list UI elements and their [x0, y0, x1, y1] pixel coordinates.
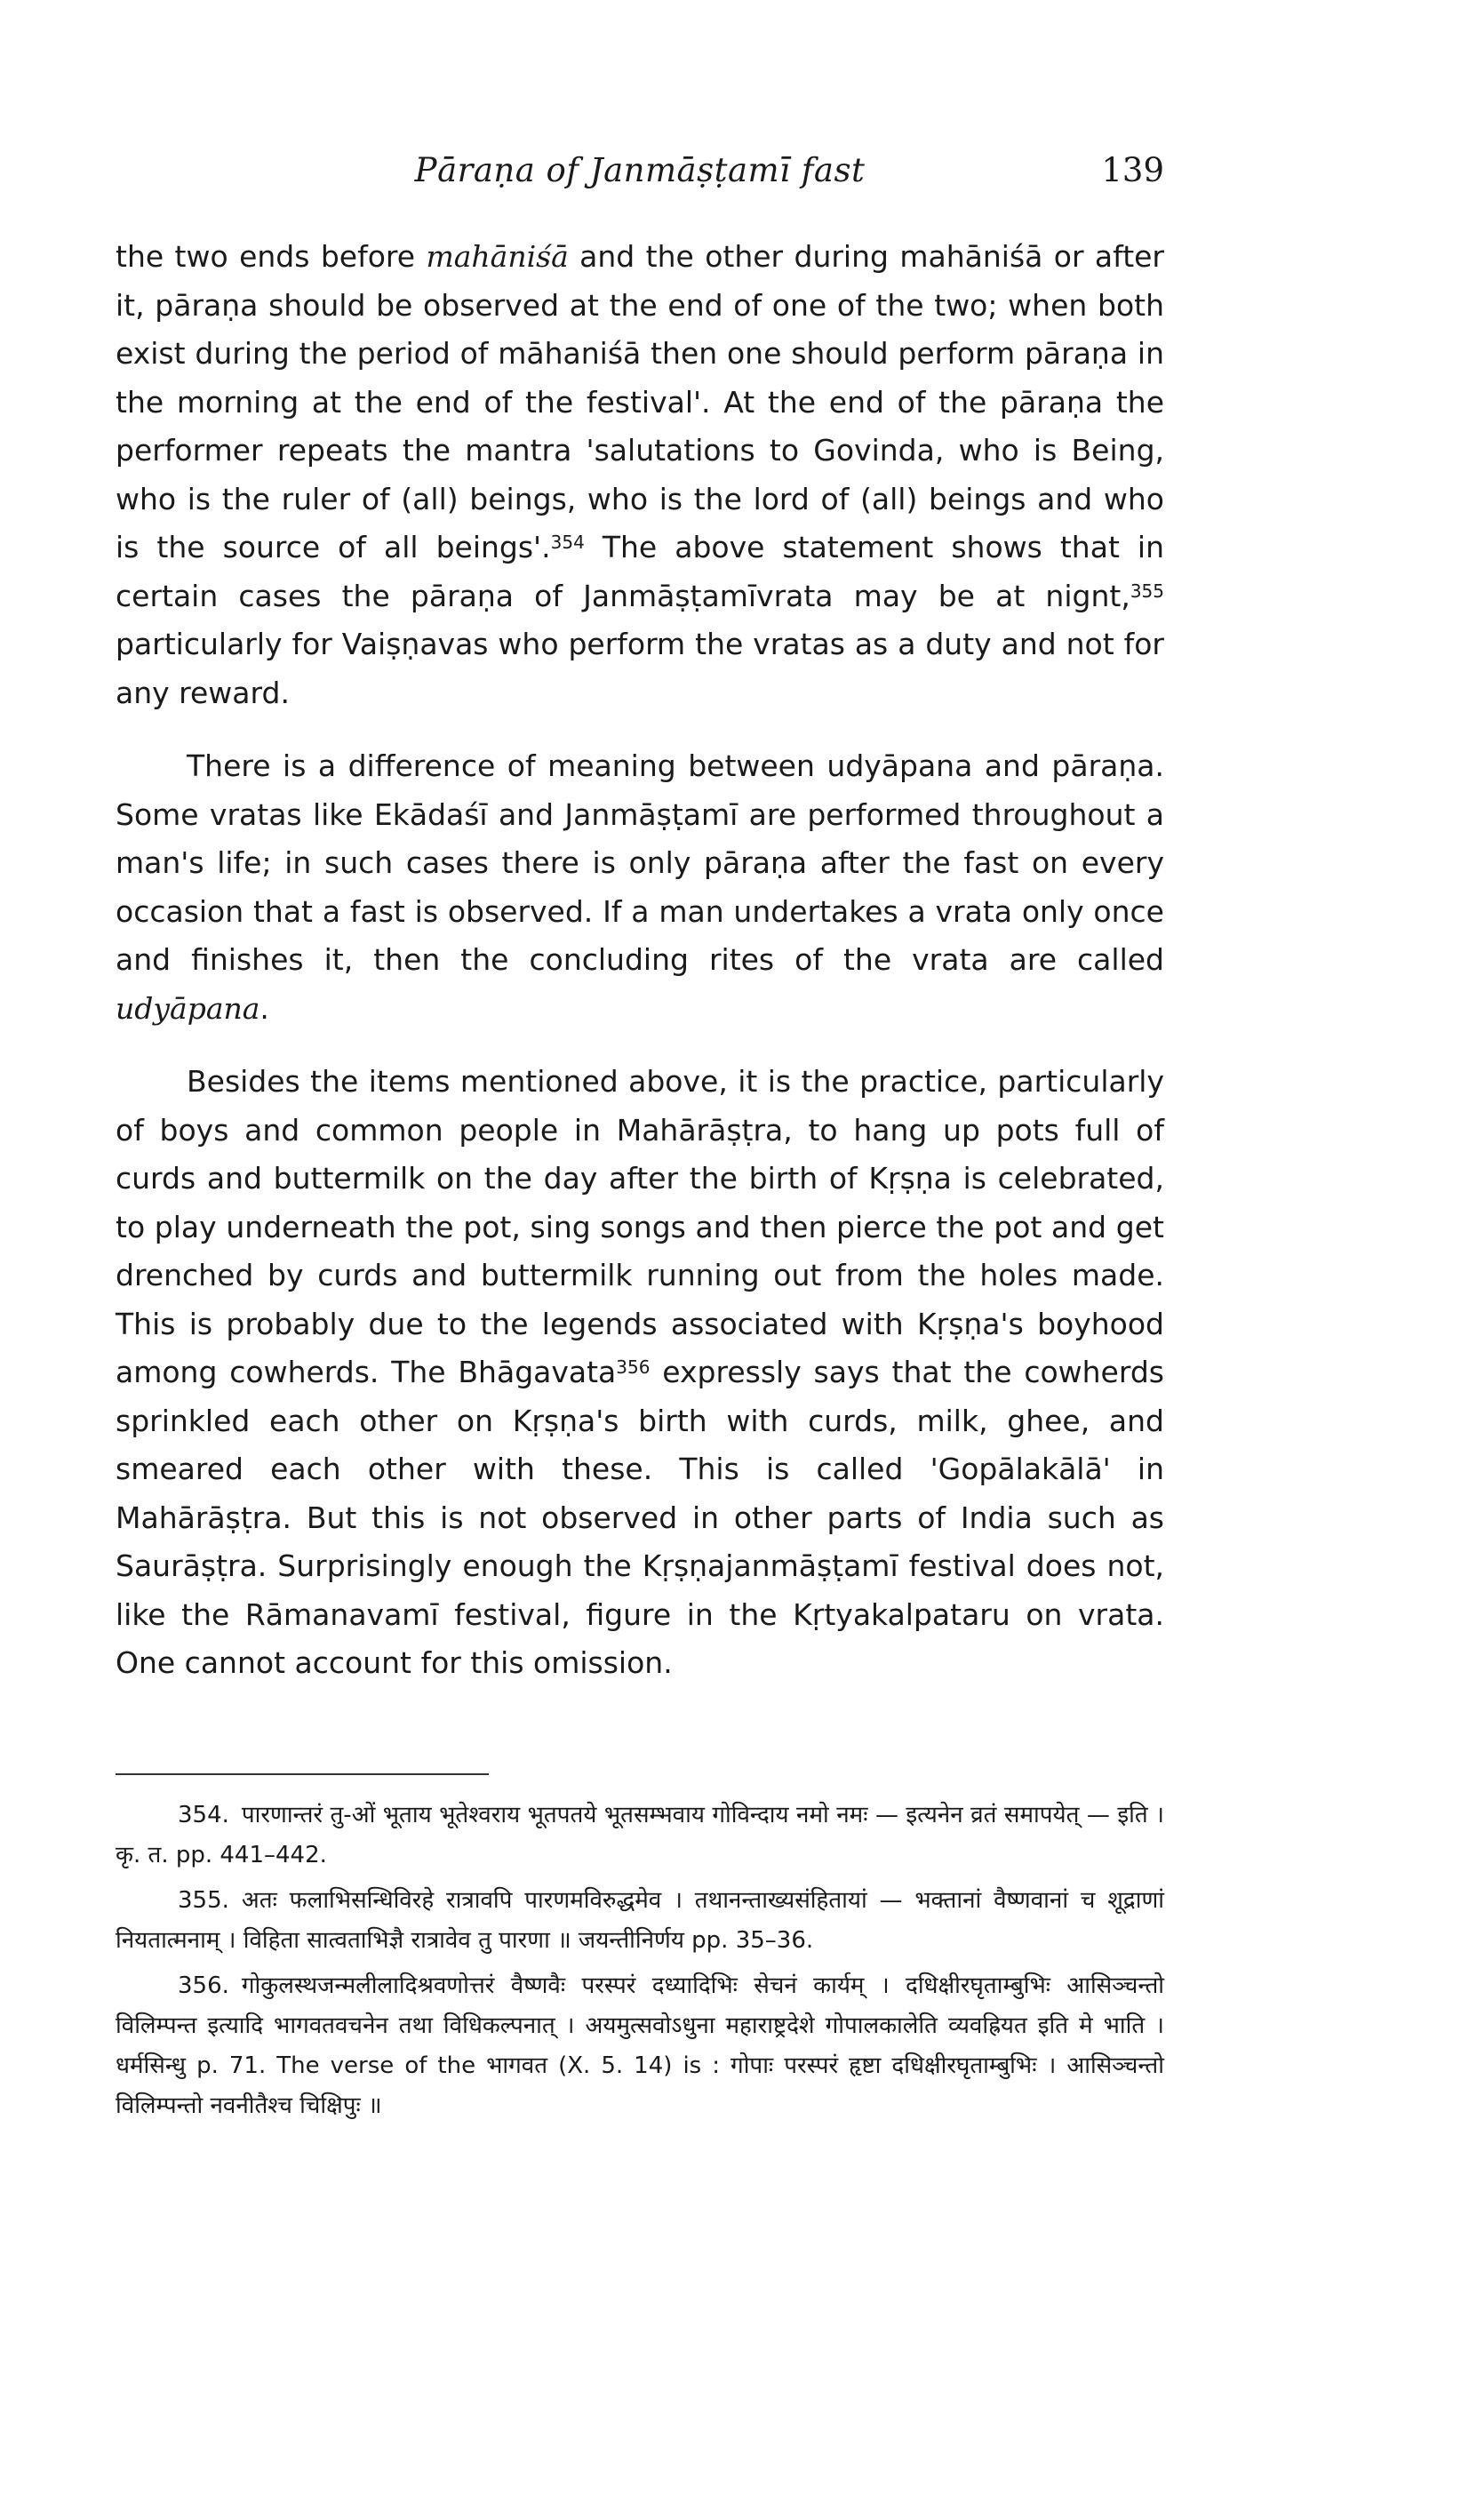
- p1-italic-term: mahāniśā: [426, 239, 569, 274]
- p2-text-a: There is a difference of meaning between udyāpana and pāraṇa. Some vratas like Ekādaśī and Janmāṣṭamī are performed throughout a man's life; in such cases there is only pāraṇa after the fast on every occasion that a fast is observed. If a man undertakes a vrata only once and finishes it, then the concluding rites of the vrata are called: [116, 748, 1164, 977]
- p1-text-d: particularly for Vaiṣṇavas who perform the vratas as a duty and not for any reward.: [116, 627, 1164, 710]
- p1-text-a: the two ends before: [116, 239, 427, 274]
- footnote-ref-355: 355: [1130, 580, 1164, 602]
- paragraph-2: [116, 742, 1164, 1033]
- p3-text-a: Besides the items mentioned above, it is the practice, particularly of boys and common people in Mahārāṣṭra, to hang up pots full of curds and buttermilk on the day after the birth of Kṛṣṇa is celebrated, to play underneath the pot, sing songs and then pierce the pot and get drenched by curds and buttermilk running out from the holes made. This is probably due to the legends associated with Kṛṣṇa's boyhood among cowherds. The Bhāgavata: [116, 1064, 1164, 1389]
- p2-text-b: .: [259, 990, 269, 1026]
- page-number: 139: [1101, 151, 1164, 189]
- footnote-356: [116, 1966, 1164, 2126]
- footnote-text: पारणान्तरं तु-ओं भूताय भूतेश्वराय भूतपतये भूतसम्भवाय गोविन्दाय नमो नमः — इत्यनेन व्रतं समापयेत् — इति । कृ. त. pp. 441–442.: [116, 1802, 1164, 1868]
- footnote-ref-354: 354: [550, 532, 585, 553]
- footnote-number: 354.: [178, 1802, 229, 1828]
- running-header: [116, 151, 1164, 204]
- paragraph-3: [116, 1058, 1164, 1688]
- footnote-text: अतः फलाभिसन्धिविरहे रात्रावपि पारणमविरुद्धमेव । तथानन्ताख्यसंहितायां — भक्तानां वैष्णवानां च शूद्राणां नियतात्मनाम् । विहिता सात्वताभिज्ञै रात्रावेव तु पारणा ॥ जयन्तीनिर्णय pp. 35–36.: [116, 1887, 1164, 1954]
- running-title: Pāraṇa of Janmāṣṭamī fast: [414, 151, 866, 189]
- footnote-354: [116, 1796, 1164, 1876]
- footnote-ref-356: 356: [616, 1356, 651, 1378]
- p1-text-c: The above statement shows that in certain cases the pāraṇa of Janmāṣṭamīvrata may be at nignt,: [116, 530, 1164, 613]
- main-text: [116, 233, 1164, 1688]
- footnotes: [116, 1796, 1164, 2132]
- p1-text-b: and the other during mahāniśā or after it, pāraṇa should be observed at the end of one of the two; when both exist during the period of māhaniśā then one should perform pāraṇa in the morning at the end of the festival'. At the end of the pāraṇa the performer repeats the mantra 'salutations to Govinda, who is Being, who is the ruler of (all) beings, who is the lord of (all) beings and who is the source of all beings'.: [116, 239, 1164, 564]
- footnote-number: 355.: [178, 1887, 229, 1914]
- footnote-text: गोकुलस्थजन्मलीलादिश्रवणोत्तरं वैष्णवैः परस्परं दध्यादिभिः सेचनं कार्यम् । दधिक्षीरघृताम्बुभिः आसिञ्चन्तो विलिम्पन्त इत्यादि भागवतवचनेन तथा विधिकल्पनात् । अयमुत्सवोऽधुना महाराष्ट्रदेशे गोपालकालेति व्यवह्रियत इति मे भाति । धर्मसिन्धु p. 71. The verse of the भागवत (X. 5. 14) is : गोपाः परस्परं हृष्टा दधिक्षीरघृताम्बुभिः । आसिञ्चन्तो विलिम्पन्तो नवनीतैश्च चिक्षिपुः ॥: [116, 1972, 1164, 2119]
- footnote-355: [116, 1881, 1164, 1961]
- p2-italic-term: udyāpana: [116, 990, 260, 1026]
- paragraph-1: [116, 233, 1164, 717]
- footnote-number: 356.: [178, 1972, 229, 1999]
- p3-text-b: expressly says that the cowherds sprinkled each other on Kṛṣṇa's birth with curds, milk, ghee, and smeared each other with these. This is called 'Gopālakālā' in Mahārāṣṭra. But this is not observed in other parts of India such as Saurāṣṭra. Surprisingly enough the Kṛṣṇajanmāṣṭamī festival does not, like the Rāmanavamī festival, figure in the Kṛtyakalpataru on vrata. One cannot account for this omission.: [116, 1355, 1164, 1680]
- footnote-divider: [116, 1773, 489, 1778]
